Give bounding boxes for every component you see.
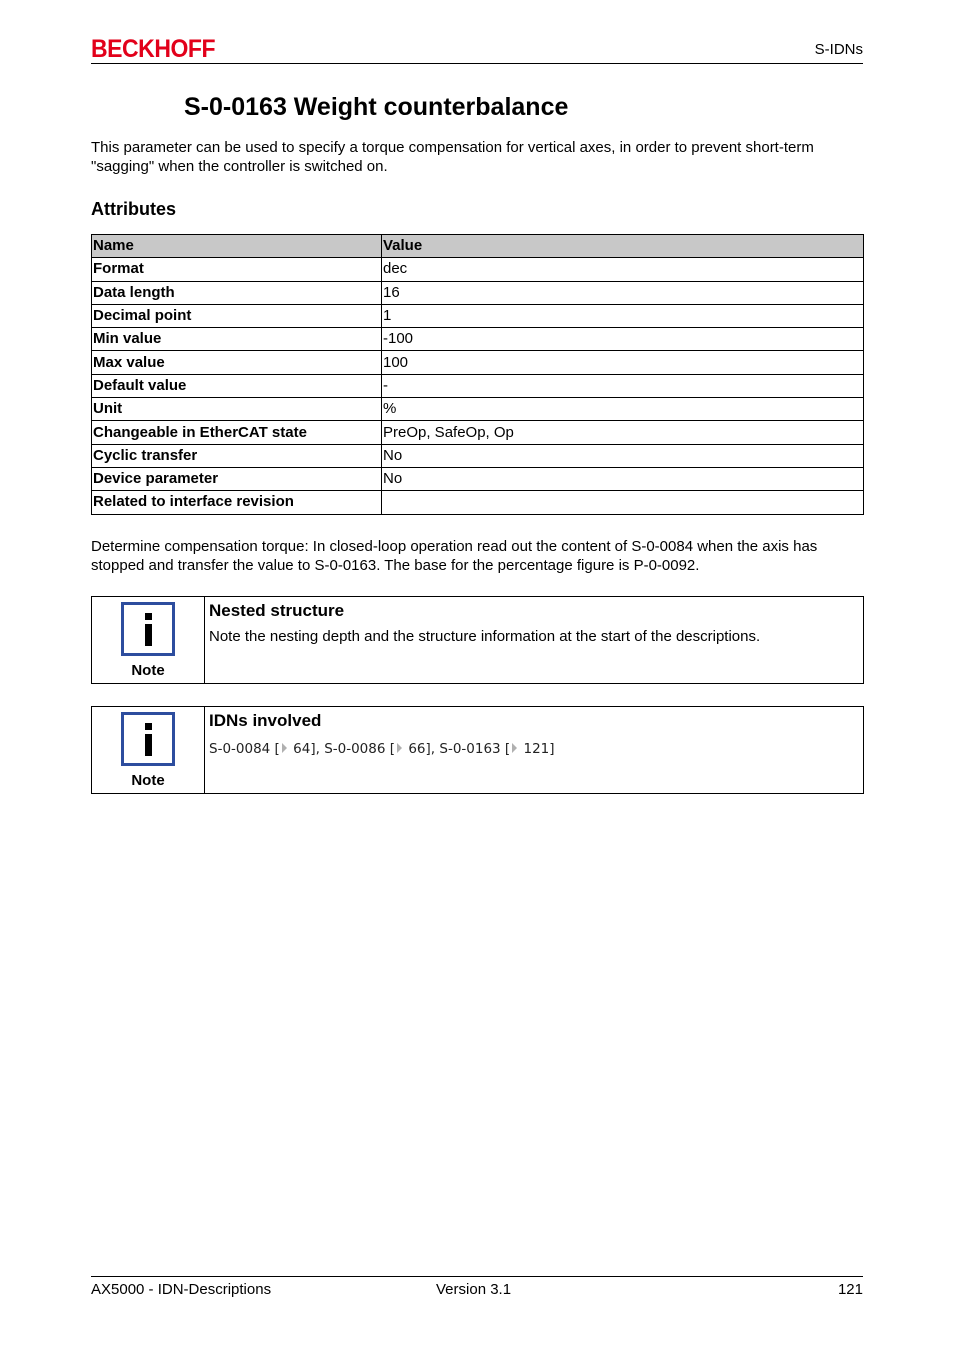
idn-link-s-0-0084[interactable]: S-0-0084 [ 64] [209,741,316,757]
attr-name: Changeable in EtherCAT state [92,421,382,444]
table-row [92,328,864,351]
note-box-idns-involved [91,706,864,794]
attr-name: Min value [92,328,382,351]
footer-rule [91,1276,863,1277]
attr-value: % [382,398,864,421]
note-text: Note the nesting depth and the structure information at the start of the descriptions. [209,628,761,645]
attr-name: Default value [92,374,382,397]
table-row [92,398,864,421]
table-row [92,421,864,444]
triangle-right-icon [282,743,287,753]
attr-value: 100 [382,351,864,374]
table-row [92,491,864,514]
table-row [92,304,864,327]
note-label: Note [131,772,165,789]
attr-value: dec [382,258,864,281]
idn-link-s-0-0163[interactable]: S-0-0163 [ 121] [439,741,555,757]
footer-page-number: 121 [837,1281,863,1298]
idn-link-s-0-0086[interactable]: S-0-0086 [ 66] [324,741,431,757]
attr-name: Data length [92,281,382,304]
attributes-heading: Attributes [91,199,176,219]
footer-version: Version 3.1 [436,1281,512,1298]
intro-paragraph: This parameter can be used to specify a torque compensation for vertical axes, in order to prevent short-term "sagging" when the controller is switched on. [91,139,814,175]
attr-name: Related to interface revision [92,491,382,514]
info-icon [121,712,175,766]
column-header-name: Name [92,235,382,258]
attr-value: - [382,374,864,397]
attr-value [382,491,864,514]
note-icon-column [92,597,205,683]
table-header-row [92,235,864,258]
compensation-paragraph: Determine compensation torque: In closed-loop operation read out the content of S-0-0084 when the axis has stopped and transfer the value to S-0-0163. The base for the percentage figure is P-0-0092. [91,538,818,574]
attr-name: Unit [92,398,382,421]
attr-value: -100 [382,328,864,351]
note-title: IDNs involved [209,711,322,730]
attr-name: Max value [92,351,382,374]
table-row [92,258,864,281]
attr-name: Decimal point [92,304,382,327]
attr-name: Cyclic transfer [92,444,382,467]
attr-value: No [382,467,864,490]
footer-document-name: AX5000 - IDN-Descriptions [91,1281,272,1298]
attr-value: PreOp, SafeOp, Op [382,421,864,444]
info-icon [121,602,175,656]
table-row [92,351,864,374]
table-row [92,467,864,490]
attr-name: Device parameter [92,467,382,490]
triangle-right-icon [512,743,517,753]
header-rule [91,63,863,64]
section-tag: S-IDNs [814,41,863,58]
attributes-table [91,234,864,515]
triangle-right-icon [397,743,402,753]
table-row [92,444,864,467]
brand-logo: BECKHOFF [91,35,216,63]
table-row [92,374,864,397]
note-box-nested-structure [91,596,864,684]
note-icon-column [92,707,205,793]
attr-value: No [382,444,864,467]
attr-name: Format [92,258,382,281]
idn-link-list: S-0-0084 [ 64], S-0-0086 [ 66], S-0-0163 [ 121] [209,741,555,757]
attr-value: 1 [382,304,864,327]
note-title: Nested structure [209,601,345,620]
table-row [92,281,864,304]
attr-value: 16 [382,281,864,304]
note-label: Note [131,662,165,679]
column-header-value: Value [382,235,864,258]
page-title: S-0-0163 Weight counterbalance [184,93,569,121]
